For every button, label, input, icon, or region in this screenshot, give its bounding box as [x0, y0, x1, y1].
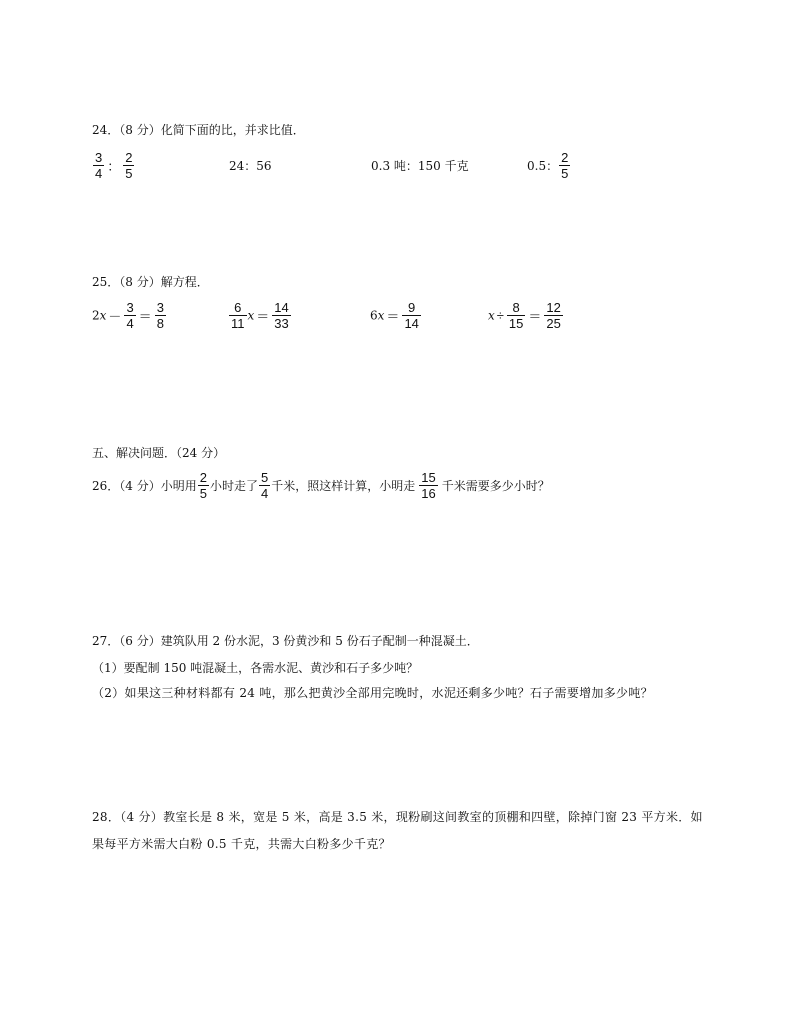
denominator: 5: [125, 166, 133, 181]
q27-subquestion-2: （2）如果这三种材料都有 24 吨，那么把黄沙全部用完晚时，水泥还剩多少吨？石子需要增加多少吨？: [92, 686, 653, 700]
coefficient: 2: [92, 308, 100, 323]
numerator: 15: [421, 470, 436, 485]
equals-sign: ＝: [528, 309, 542, 324]
denominator: 5: [561, 166, 569, 181]
q24-heading: 24．（8 分）化简下面的比，并求比值．: [92, 123, 305, 137]
fraction: [123, 150, 134, 181]
variable: x: [377, 308, 385, 323]
fraction: [155, 300, 166, 331]
fraction: [419, 470, 437, 501]
numerator: 2: [125, 150, 133, 165]
numerator: 3: [95, 150, 103, 165]
denominator: 4: [126, 316, 134, 331]
q24-item-a: [92, 150, 135, 181]
denominator: 11: [231, 316, 245, 331]
denominator: 5: [199, 486, 207, 501]
q25-equation-3: [370, 300, 422, 331]
denominator: 8: [156, 316, 164, 331]
variable: x: [488, 308, 495, 323]
q27-heading: 27．（6 分）建筑队用 2 份水泥，3 份黄沙和 5 份石子配制一种混凝土．: [92, 634, 479, 648]
q26-part-3: 千米，照这样计算，小明走: [271, 479, 416, 493]
q26-part-1: 26．（4 分）小明用: [92, 479, 197, 493]
numerator: 14: [274, 300, 289, 315]
q24-item-c: 0.3 吨：150 千克: [371, 159, 469, 173]
ratio-prefix: 0.5：: [527, 159, 559, 173]
q27-subquestion-1: （1）要配制 150 吨混凝土，各需水泥、黄沙和石子多少吨？: [92, 661, 419, 675]
denominator: 25: [546, 316, 561, 331]
fraction: [507, 300, 525, 331]
numerator: 9: [408, 300, 416, 315]
fraction: [198, 470, 209, 501]
fraction: [272, 300, 290, 331]
denominator: 4: [95, 166, 103, 181]
denominator: 15: [508, 316, 524, 331]
q26-part-2: 小时走了: [209, 479, 258, 493]
fraction: [559, 150, 570, 181]
fraction: [124, 300, 135, 331]
fraction: [402, 300, 420, 331]
equals-sign: ＝: [138, 309, 152, 324]
numerator: 12: [546, 300, 561, 315]
denominator: 14: [404, 316, 419, 331]
denominator: 16: [421, 486, 436, 501]
fraction: [229, 300, 247, 331]
denominator: 33: [274, 316, 289, 331]
fraction: [93, 150, 104, 181]
q25-heading: 25．（8 分）解方程．: [92, 275, 209, 289]
variable: x: [247, 308, 255, 323]
numerator: 5: [260, 470, 269, 485]
equals-sign: ＝: [256, 309, 270, 324]
colon: ：: [107, 159, 121, 174]
coefficient: 6: [370, 308, 378, 323]
numerator: 3: [126, 300, 134, 315]
q25-equation-2: [228, 300, 292, 331]
q28-text: 28．（4 分）教室长是 8 米，宽是 5 米，高是 3.5 米，现粉刷这间教室的顶棚和四壁，除掉门窗 23 平方米．如果每平方米需大白粉 0.5 千克，共需大白粉多少千克？: [92, 810, 703, 851]
fraction: [544, 300, 562, 331]
q26-part-4: 千米需要多少小时？: [441, 479, 550, 493]
fraction: [259, 470, 270, 501]
q24-item-d: [527, 150, 571, 181]
numerator: 2: [199, 470, 207, 485]
variable: x: [99, 308, 107, 323]
q25-equation-4: [488, 300, 564, 331]
denominator: 4: [260, 486, 269, 501]
section-5-heading: 五、解决问题．（24 分）: [92, 446, 226, 460]
numerator: 6: [234, 300, 242, 315]
q26-text: [92, 470, 550, 501]
q24-item-b: 24：56: [229, 159, 272, 173]
minus-sign: －: [108, 309, 122, 324]
division-sign: ÷: [496, 308, 504, 323]
equals-sign: ＝: [386, 309, 400, 324]
numerator: 2: [561, 150, 569, 165]
q25-equation-1: [92, 300, 167, 331]
numerator: 3: [156, 300, 164, 315]
numerator: 8: [512, 300, 520, 315]
